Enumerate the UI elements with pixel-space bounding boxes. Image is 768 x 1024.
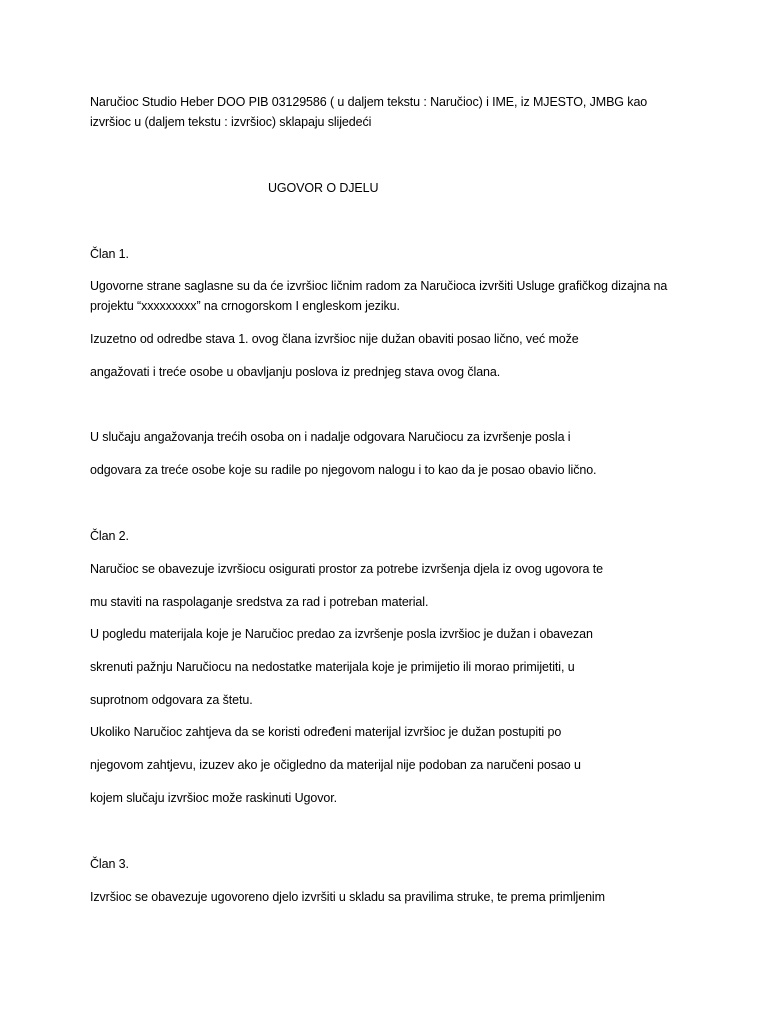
intro-line-2: izvršioc u (daljem tekstu : izvršioc) sklapaju slijedeći: [90, 115, 372, 129]
clan3-line-1: Izvršioc se obavezuje ugovoreno djelo izvršiti u skladu sa pravilima struke, te prema primljenim: [90, 890, 605, 904]
clan1-line-2: projektu “xxxxxxxxx” na crnogorskom I engleskom jeziku.: [90, 299, 400, 313]
clan1-line-6: odgovara za treće osobe koje su radile po njegovom nalogu i to kao da je posao obavio lično.: [90, 463, 597, 477]
clan2-heading: Član 2.: [90, 529, 129, 543]
clan1-line-3: Izuzetno od odredbe stava 1. ovog člana izvršioc nije dužan obaviti posao lično, već može: [90, 332, 579, 346]
clan2-line-8: kojem slučaju izvršioc može raskinuti Ugovor.: [90, 791, 337, 805]
clan1-line-1: Ugovorne strane saglasne su da će izvršioc ličnim radom za Naručioca izvršiti Usluge grafičkog dizajna na: [90, 279, 668, 293]
clan2-line-4: skrenuti pažnju Naručiocu na nedostatke materijala koje je primijetio ili morao primijetiti, u: [90, 660, 575, 674]
document-title: UGOVOR O DJELU: [268, 181, 379, 195]
clan2-line-7: njegovom zahtjevu, izuzev ako je očigledno da materijal nije podoban za naručeni posao u: [90, 758, 581, 772]
clan1-line-5: U slučaju angažovanja trećih osoba on i nadalje odgovara Naručiocu za izvršenje posla i: [90, 430, 571, 444]
clan2-line-1: Naručioc se obavezuje izvršiocu osigurati prostor za potrebe izvršenja djela iz ovog ugovora te: [90, 562, 603, 576]
clan2-line-2: mu staviti na raspolaganje sredstva za rad i potreban material.: [90, 595, 429, 609]
clan2-line-3: U pogledu materijala koje je Naručioc predao za izvršenje posla izvršioc je dužan i obavezan: [90, 627, 593, 641]
clan1-heading: Član 1.: [90, 247, 129, 261]
intro-line-1: Naručioc Studio Heber DOO PIB 03129586 ( u daljem tekstu : Naručioc) i IME, iz MJESTO, JMBG kao: [90, 95, 648, 109]
clan2-line-6: Ukoliko Naručioc zahtjeva da se koristi određeni materijal izvršioc je dužan postupiti po: [90, 725, 562, 739]
clan1-line-4: angažovati i treće osobe u obavljanju poslova iz prednjeg stava ovog člana.: [90, 365, 501, 379]
clan3-heading: Član 3.: [90, 857, 129, 871]
clan2-line-5: suprotnom odgovara za štetu.: [90, 693, 253, 707]
